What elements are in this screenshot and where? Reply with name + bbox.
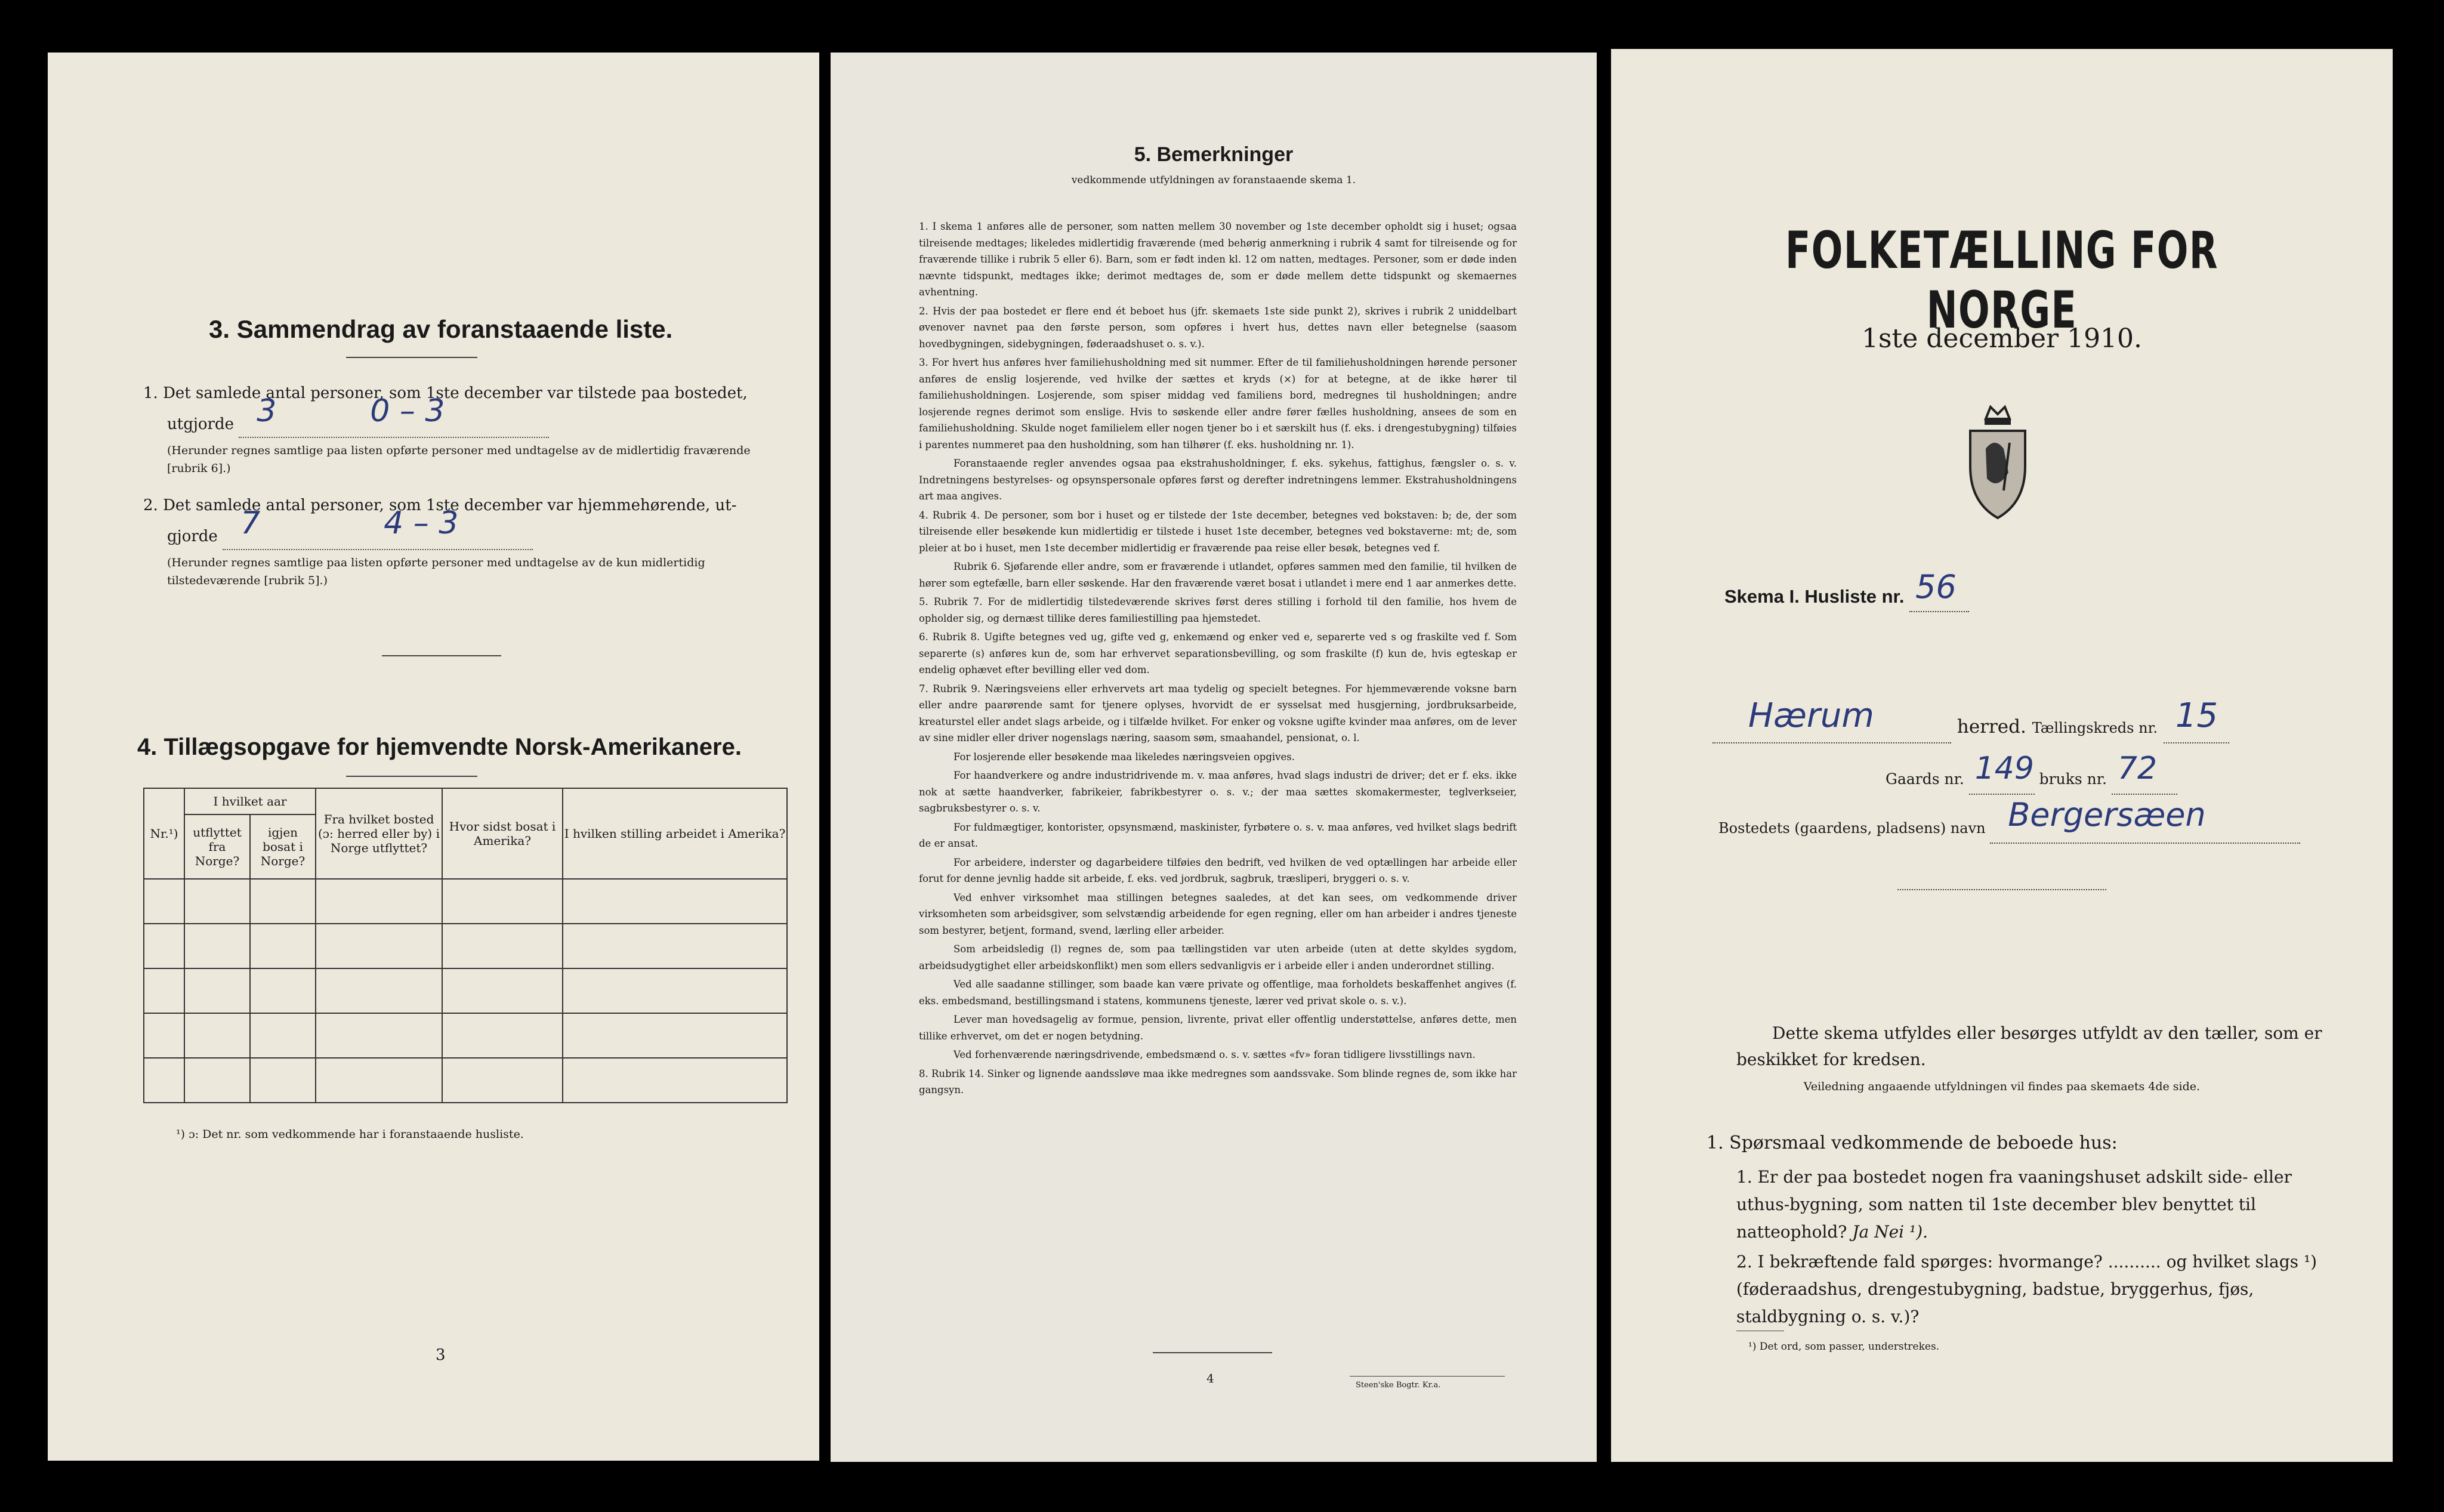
remark-7d: For fuldmægtiger, kontorister, opsynsmænd, maskinister, fyrbøtere o. s. v. maa anføres, ved hvilket slags bedrift de er ansat. <box>919 821 1517 849</box>
remark-8: 8. Rubrik 14. Sinker og lignende aandssløve maa ikke medregnes som aandssvake. Som blinde regnes de, som ikke har gangsyn. <box>919 1067 1517 1096</box>
item2-note: (Herunder regnes samtlige paa listen opførte personer med undtagelse av de kun midlertidig tilstedeværende [rubrik 5].) <box>167 556 705 587</box>
th-utflyttet: utflyttet fra Norge? <box>184 814 250 879</box>
norsk-amerikanere-table <box>143 788 788 1103</box>
remark-7h: Ved alle saadanne stillinger, som baade kan være private og offentlige, maa forholdets beskaffenhet angives (f. eks. embedsmand, bestillingsmand i statens, kommunens tjeneste, lærer ved privat skole o. s. v.). <box>919 979 1517 1007</box>
page-left <box>48 53 819 1461</box>
remark-7f: Ved enhver virksomhet maa stillingen betegnes saaledes, at det kan sees, om vedkommende driver virksomheten som arbeidsgiver, som selvstændig arbeidende for egen regning, eller om han arbeider i andres tjeneste som bestyrer, betjent, formand, svend, lærling eller arbeider. <box>919 891 1517 936</box>
remark-7e: For arbeidere, inderster og dagarbeidere tilføies den bedrift, ved hvilken de ved optællingen har arbeide eller forut for denne jevnlig hadde sit arbeide, f. eks. ved jordbruk, sagbruk, træsliperi, bryggeri o. s. v. <box>919 856 1517 884</box>
table-row <box>144 924 787 968</box>
bosted-label: Bostedets (gaardens, pladsens) navn <box>1718 820 1986 837</box>
item2-text: 2. Det samlede antal personer, som 1ste december var hjemmehørende, ut- <box>143 496 737 514</box>
th-nr: Nr.¹) <box>144 788 184 879</box>
item1-value-b: 0 – 3 <box>370 393 445 429</box>
th-group: I hvilket aar <box>184 788 316 814</box>
remark-7b: For losjerende eller besøkende maa likeledes næringsveien opgives. <box>953 751 1295 763</box>
page-middle <box>831 53 1597 1462</box>
printer-mark: Steen'ske Bogtr. Kr.a. <box>1356 1381 1441 1390</box>
table-row <box>144 968 787 1013</box>
th-igjen: igjen bosat i Norge? <box>250 814 316 879</box>
gaards-nr: 149 <box>1974 751 2034 786</box>
page-number: 4 <box>1206 1371 1214 1386</box>
th-bosted: Fra hvilket bosted (ɔ: herred eller by) i Norge utflyttet? <box>316 788 442 879</box>
remark-1: 1. I skema 1 anføres alle de personer, som natten mellem 30 november og 1ste december opholdt sig i huset; ogsaa tilreisende medtages; likeledes midlertidig fraværende (med behørig anmerkning i rubrik 4 samt for tilreisende og for fraværende tillike i rubrik 5 eller 6). Barn, som er født inden kl. 12 om natten, medtages. Personer, som er døde inden nævnte tidspunkt, medtages ikke; derimot medtages de, som er døde mellem dette tidspunkt og skemaernes avhentning. <box>919 221 1517 298</box>
remark-2: 2. Hvis der paa bostedet er flere end ét beboet hus (jfr. skemaets 1ste side punkt 2), skrives i rubrik 2 uniddelbart øvenover navnet paa den første person, som opføres i hvert hus, dettes navn eller betegnelse (saasom hovedbygningen, sidebygningen, føderaadshuset o. s. v.). <box>919 305 1517 350</box>
question1-1-answer: Ja Nei ¹). <box>1852 1222 1928 1242</box>
table-footnote: ¹) ɔ: Det nr. som vedkommende har i foranstaaende husliste. <box>176 1128 524 1141</box>
question1-1: 1. Er der paa bostedet nogen fra vaaningshuset adskilt side- eller uthus-bygning, som natten til 1ste december blev benyttet til natteophold? <box>1736 1167 2292 1242</box>
section3-title: 3. Sammendrag av foranstaaende liste. <box>209 315 673 343</box>
herred-value: Hærum <box>1748 696 1874 735</box>
th-sidst: Hvor sidst bosat i Amerika? <box>442 788 563 879</box>
remark-3b: Foranstaaende regler anvendes ogsaa paa ekstrahusholdninger, f. eks. sykehus, fattighus, fængsler o. s. v. Indretningens bestyrelses- og opsynspersonale opføres først og derefter indretningens lemmer. Ekstrahusholdningens art maa angives. <box>919 458 1517 502</box>
coat-of-arms-icon <box>1962 401 2033 520</box>
th-stilling: I hvilken stilling arbeidet i Amerika? <box>563 788 787 879</box>
item1-label: utgjorde <box>167 415 234 433</box>
skema-label: Skema I. Husliste nr. <box>1724 586 1905 607</box>
section4-title: 4. Tillægsopgave for hjemvendte Norsk-Amerikanere. <box>137 734 742 760</box>
bruks-label: bruks nr. <box>2039 770 2107 788</box>
form-title: FOLKETÆLLING FOR NORGE <box>1785 221 2218 340</box>
guidance-text: Veiledning angaaende utfyldningen vil findes paa skemaets 4de side. <box>1803 1080 2201 1093</box>
bosted-value: Bergersæen <box>2008 796 2206 834</box>
question1-title: 1. Spørsmaal vedkommende de beboede hus: <box>1707 1133 2118 1153</box>
remark-7g: Som arbeidsledig (l) regnes de, som paa tællingstiden var uten arbeide (uten at dette skyldes sygdom, arbeidsudygtighet eller arbeidskonflikt) men som ellers sedvanligvis er i arbeide eller i anden underordnet stilling. <box>919 943 1517 971</box>
remark-3: 3. For hvert hus anføres hver familiehusholdning med sit nummer. Efter de til familiehusholdningen hørende personer anføres de enslig losjerende, ved hvilke der sættes et kryds (×) for at betegne, at de ikke hører til familiehusholdningen. Losjerende, som spiser middag ved familiens bord, medregnes til husholdningen; andre losjerende regnes derimot som enslige. Hvis to søskende eller andre fører fælles husholdning, ansees de som en familiehusholdning. Skulde noget familielem eller nogen tjener bo i et særskilt hus (f. eks. i drengestubygning) tilføies i parentes nummeret paa den husholdning, som han tilhører (f. eks. husholdning nr. 1). <box>919 357 1517 450</box>
item1-value-a: 3 <box>257 393 277 429</box>
table-row <box>144 1013 787 1058</box>
page-number: 3 <box>436 1346 446 1364</box>
instruction-text: Dette skema utfyldes eller besørges utfyldt av den tæller, som er beskikket for kredsen. <box>1736 1023 2322 1069</box>
gaards-label: Gaards nr. <box>1886 770 1964 788</box>
table-row <box>144 879 787 924</box>
remark-7j: Ved forhenværende næringsdrivende, embedsmænd o. s. v. sættes «fv» foran tidligere livsstillings navn. <box>953 1049 1476 1060</box>
remark-7i: Lever man hovedsagelig av formue, pension, livrente, privat eller offentlig understøttelse, anføres dette, men tillike erhvervet, om det er nogen betydning. <box>919 1014 1517 1042</box>
remark-6: 6. Rubrik 8. Ugifte betegnes ved ug, gifte ved g, enkemænd og enker ved e, separerte ved s og fraskilte ved f. Som separerte (s) anføres kun de, som har erhvervet separationsbevilling, og som fraskilte (f) kun de, hvis egteskap er endelig ophævet efter bevilling eller ved dom. <box>919 631 1517 675</box>
remark-4: 4. Rubrik 4. De personer, som bor i huset og er tilstede der 1ste december, betegnes ved bokstaven: b; de, der som tilreisende eller besøkende kun midlertidig er tilstede i huset 1ste december, betegnes ved bokstaverne: mt; de, som pleier at bo i huset, men 1ste december midlertidig er fraværende paa reise eller besøk, betegnes ved f. <box>919 509 1517 554</box>
krets-label: Tællingskreds nr. <box>2032 720 2158 736</box>
item1-note: (Herunder regnes samtlige paa listen opførte personer med undtagelse av de midlertidig fraværende [rubrik 6].) <box>167 444 751 475</box>
item2-value-a: 7 <box>240 505 261 541</box>
husliste-nr: 56 <box>1915 568 1957 606</box>
remarks-subtitle: vedkommende utfyldningen av foranstaaende skema 1. <box>1071 174 1356 186</box>
remarks-title: 5. Bemerkninger <box>1134 143 1294 166</box>
table-row <box>144 1058 787 1103</box>
form-date: 1ste december 1910. <box>1861 323 2143 354</box>
remark-7c: For haandverkere og andre industridrivende m. v. maa anføres, hvad slags industri de driver; det er f. eks. ikke nok at sætte haandverker, fabrikeier, fabrikbestyrer o. s. v.; der maa sættes skomakermester, teglverkseier, sagbruksbestyrer o. s. v. <box>919 770 1517 814</box>
herred-label: herred. <box>1957 716 2026 738</box>
remark-4b: Rubrik 6. Sjøfarende eller andre, som er fraværende i utlandet, opføres sammen med den familie, til hvilken de hører som egtefælle, barn eller søskende. Har den fraværende været bosat i utlandet i mere end 1 aar anmerkes dette. <box>919 561 1517 589</box>
remarks-list <box>919 218 1517 1101</box>
remark-7: 7. Rubrik 9. Næringsveiens eller erhvervets art maa tydelig og specielt betegnes. For hjemmeværende voksne barn eller andre paarørende samt for tjenere oplyses, hvorvidt de er sysselsat med husgjerning, jordbruksarbeide, kreaturstel eller andet slags arbeide, og i tilfælde hvilket. For enker og voksne ugifte kvinder maa anføres, om de lever av sine midler eller driver nogenslags næring, saasom søm, smaahandel, pensionat, o. l. <box>919 683 1517 743</box>
bruks-nr: 72 <box>2117 751 2158 786</box>
page-right <box>1611 49 2393 1462</box>
page3-footnote: ¹) Det ord, som passer, understrekes. <box>1748 1341 1940 1353</box>
item1-text: 1. Det samlede antal personer, som 1ste december var tilstede paa bostedet, <box>143 384 748 402</box>
item2-value-b: 4 – 3 <box>384 505 459 541</box>
remark-5: 5. Rubrik 7. For de midlertidig tilstedeværende skrives først deres stilling i forhold til den familie, hos hvem de opholder sig, og dernæst tillike deres familiestilling paa hjemstedet. <box>919 596 1517 624</box>
item2-label: gjorde <box>167 527 218 545</box>
question1-2: 2. I bekræftende fald spørges: hvormange? .......... og hvilket slags ¹) (føderaadshus, drengestubygning, badstue, bryggerhus, fjøs, staldbygning o. s. v.)? <box>1736 1252 2318 1326</box>
krets-nr: 15 <box>2175 696 2218 735</box>
